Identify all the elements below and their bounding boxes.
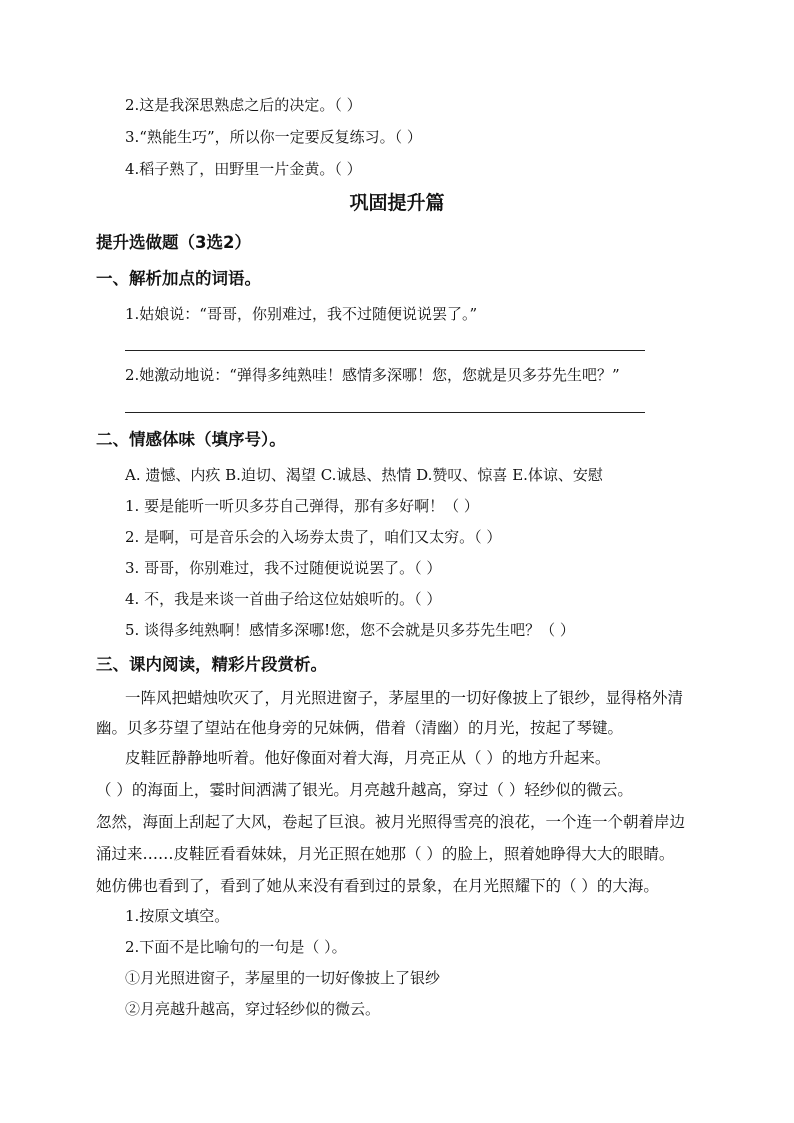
part1-heading: 一、解析加点的词语。 (96, 269, 261, 288)
part2-item-3: 3. 哥哥，你别难过，我不过随便说说罢了。（ ） (125, 559, 442, 577)
part2-item-2: 2. 是啊，可是音乐会的入场券太贵了，咱们又太穷。（ ） (125, 528, 502, 546)
part1-question-1: 1.姑娘说：“哥哥，你别难过，我不过随便说说罢了。” (125, 305, 478, 323)
section-title: 巩固提升篇 (349, 192, 445, 214)
answer-line-2 (125, 412, 645, 413)
part3-choice-1: ①月光照进窗子，茅屋里的一切好像披上了银纱 (125, 969, 441, 987)
passage-line: 幽。贝多芬望了望站在他身旁的兄妹俩，借着（清幽）的月光，按起了琴键。 (96, 719, 624, 737)
passage-line: 皮鞋匠静静地听着。他好像面对着大海，月亮正从（ ）的地方升起来。 (125, 749, 611, 767)
passage-line: 她仿佛也看到了，看到了她从来没有看到过的景象，在月光照耀下的（ ）的大海。 (96, 877, 659, 895)
passage-line: （ ）的海面上，霎时间洒满了银光。月亮越升越高，穿过（ ）轻纱似的微云。 (96, 781, 633, 799)
subtitle: 提升选做题（3选2） (96, 233, 251, 252)
question-item-4: 4.稻子熟了，田野里一片金黄。（ ） (125, 160, 362, 178)
part3-heading: 三、课内阅读，精彩片段赏析。 (96, 655, 327, 674)
part2-options: A. 遗憾、内疚 B.迫切、渴望 C.诚恳、热情 D.赞叹、惊喜 E.体谅、安慰 (125, 466, 603, 484)
part2-item-1: 1. 要是能听一听贝多芬自己弹得，那有多好啊！（ ） (125, 497, 479, 515)
question-item-3: 3.“熟能生巧”，所以你一定要反复练习。（ ） (125, 128, 422, 146)
part2-heading: 二、情感体味（填序号）。 (96, 430, 286, 449)
part3-question-2: 2.下面不是比喻句的一句是（ ）。 (125, 938, 347, 956)
answer-line-1 (125, 350, 645, 351)
part1-question-2: 2.她激动地说：“弹得多纯熟哇！感情多深哪！您，您就是贝多芬先生吧？” (125, 366, 620, 384)
part2-item-5: 5. 谈得多纯熟啊！感情多深哪!您，您不会就是贝多芬先生吧？（ ） (125, 621, 575, 639)
question-item-2: 2.这是我深思熟虑之后的决定。（ ） (125, 96, 362, 114)
part3-choice-2: ②月亮越升越高，穿过轻纱似的微云。 (125, 1000, 381, 1018)
part2-item-4: 4. 不，我是来谈一首曲子给这位姑娘听的。（ ） (125, 590, 442, 608)
passage-line: 涌过来……皮鞋匠看看妹妹，月光正照在她那（ ）的脸上，照着她睁得大大的眼睛。 (96, 845, 675, 863)
passage-line: 忽然，海面上刮起了大风，卷起了巨浪。被月光照得雪亮的浪花，一个连一个朝着岸边 (96, 813, 686, 831)
passage-line: 一阵风把蜡烛吹灭了，月光照进窗子，茅屋里的一切好像披上了银纱，显得格外清 (125, 689, 684, 707)
part3-question-1: 1.按原文填空。 (125, 907, 230, 925)
